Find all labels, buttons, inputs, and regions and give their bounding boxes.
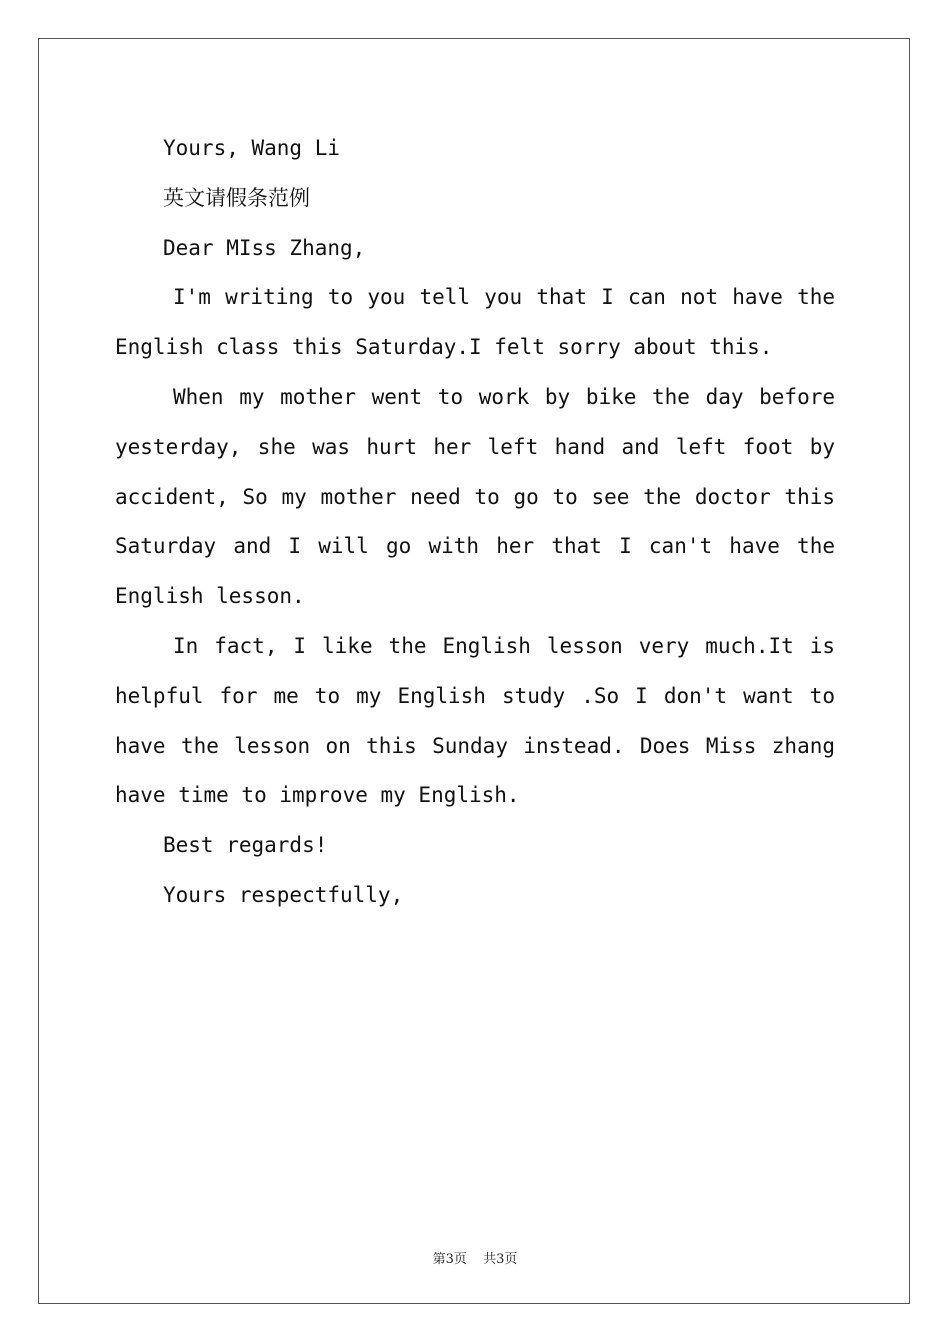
paragraph-2: When my mother went to work by bike the day before yesterday, she was hurt her left hand and left foot by accident, So my mother need to go to see the doctor this Saturday and I will go with her that I can't have the English lesson. [115,384,835,609]
signoff: Yours respectfully, [163,882,404,907]
salutation: Dear MIss Zhang, [163,235,366,260]
previous-signoff: Yours, Wang Li [163,136,341,160]
document-body [115,124,835,921]
page-number: 第3页 [432,1252,467,1267]
paragraph-1: I'm writing to you tell you that I can not have the English class this Saturday.I felt sorry about this. [115,285,835,360]
paragraph-3: In fact, I like the English lesson very much.It is helpful for me to my English study .So I don't want to have the lesson on this Sunday instead. Does Miss zhang have time to improve my English. [115,633,835,808]
page-footer [0,1248,950,1267]
page-total: 共3页 [483,1252,518,1267]
section-title: 英文请假条范例 [163,185,310,210]
closing: Best regards! [163,833,328,858]
